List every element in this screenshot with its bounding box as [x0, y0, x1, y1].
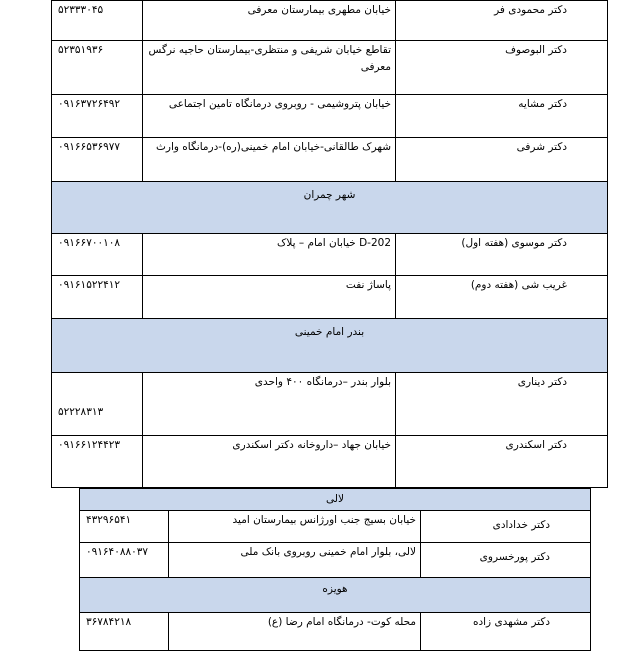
phone-cell: ۰۹۱۶۶۵۳۶۹۷۷ — [51, 137, 143, 182]
address-cell: خیابان پتروشیمی - روبروی درمانگاه تامین اجتماعی — [142, 94, 396, 138]
section-header-bandar-imam: بندر امام خمینی — [51, 318, 608, 373]
name-cell: دکتر مشایه — [395, 94, 608, 138]
address-cell: پاساژ نفت — [142, 275, 396, 319]
address-cell: لالی، بلوار امام خمینی روبروی بانک ملی — [168, 542, 421, 578]
phone-cell: ۵۲۳۳۳۰۴۵ — [51, 0, 143, 41]
address-cell: محله کوت- درمانگاه امام رضا (ع) — [168, 612, 421, 651]
phone-cell: ۵۲۳۵۱۹۳۶ — [51, 40, 143, 95]
address-cell: بلوار بندر –درمانگاه ۴۰۰ واحدی — [142, 372, 396, 436]
name-cell: غریب شی (هفته دوم) — [395, 275, 608, 319]
name-cell: دکتر البوصوف — [395, 40, 608, 95]
address-cell: خیابان بسیج جنب اورژانس بیمارستان امید — [168, 510, 421, 543]
address-cell: D-202 خیابان امام – پلاک — [142, 233, 396, 276]
name-cell: دکتر دیناری — [395, 372, 608, 436]
phone-cell: ۰۹۱۶۶۱۲۴۴۲۳ — [51, 435, 143, 488]
address-cell: شهرک طالقانی-خیابان امام خمینی(ره)-درمانگاه وارث — [142, 137, 396, 182]
address-cell: خیابان جهاد –داروخانه دکتر اسکندری — [142, 435, 396, 488]
phone-cell: ۵۲۲۲۸۳۱۳ — [51, 372, 143, 436]
phone-cell: ۰۹۱۶۴۰۸۸۰۳۷ — [79, 542, 169, 578]
section-header-chamran: شهر چمران — [51, 181, 608, 234]
name-cell: دکتر اسکندری — [395, 435, 608, 488]
address-cell: تقاطع خیابان شریفی و منتظری-بیمارستان حاجیه نرگس معرفی — [142, 40, 396, 95]
phone-cell: ۳۶۷۸۴۲۱۸ — [79, 612, 169, 651]
phone-cell: ۴۳۲۹۶۵۴۱ — [79, 510, 169, 543]
name-cell: دکتر مشهدی زاده — [420, 612, 591, 651]
phone-cell: ۰۹۱۶۶۷۰۰۱۰۸ — [51, 233, 143, 276]
name-cell: دکتر خدادادی — [420, 510, 591, 543]
phone-cell: ۰۹۱۶۱۵۲۲۴۱۲ — [51, 275, 143, 319]
name-cell: دکتر پورخسروی — [420, 542, 591, 578]
name-cell: دکتر محمودی فر — [395, 0, 608, 41]
phone-cell: ۰۹۱۶۳۷۲۶۴۹۲ — [51, 94, 143, 138]
name-cell: دکتر موسوی (هفته اول) — [395, 233, 608, 276]
address-cell: خیابان مطهری بیمارستان معرفی — [142, 0, 396, 41]
section-header-lali: لالی — [79, 488, 591, 511]
name-cell: دکتر شرفی — [395, 137, 608, 182]
section-header-hoveyzeh: هویزه — [79, 577, 591, 613]
